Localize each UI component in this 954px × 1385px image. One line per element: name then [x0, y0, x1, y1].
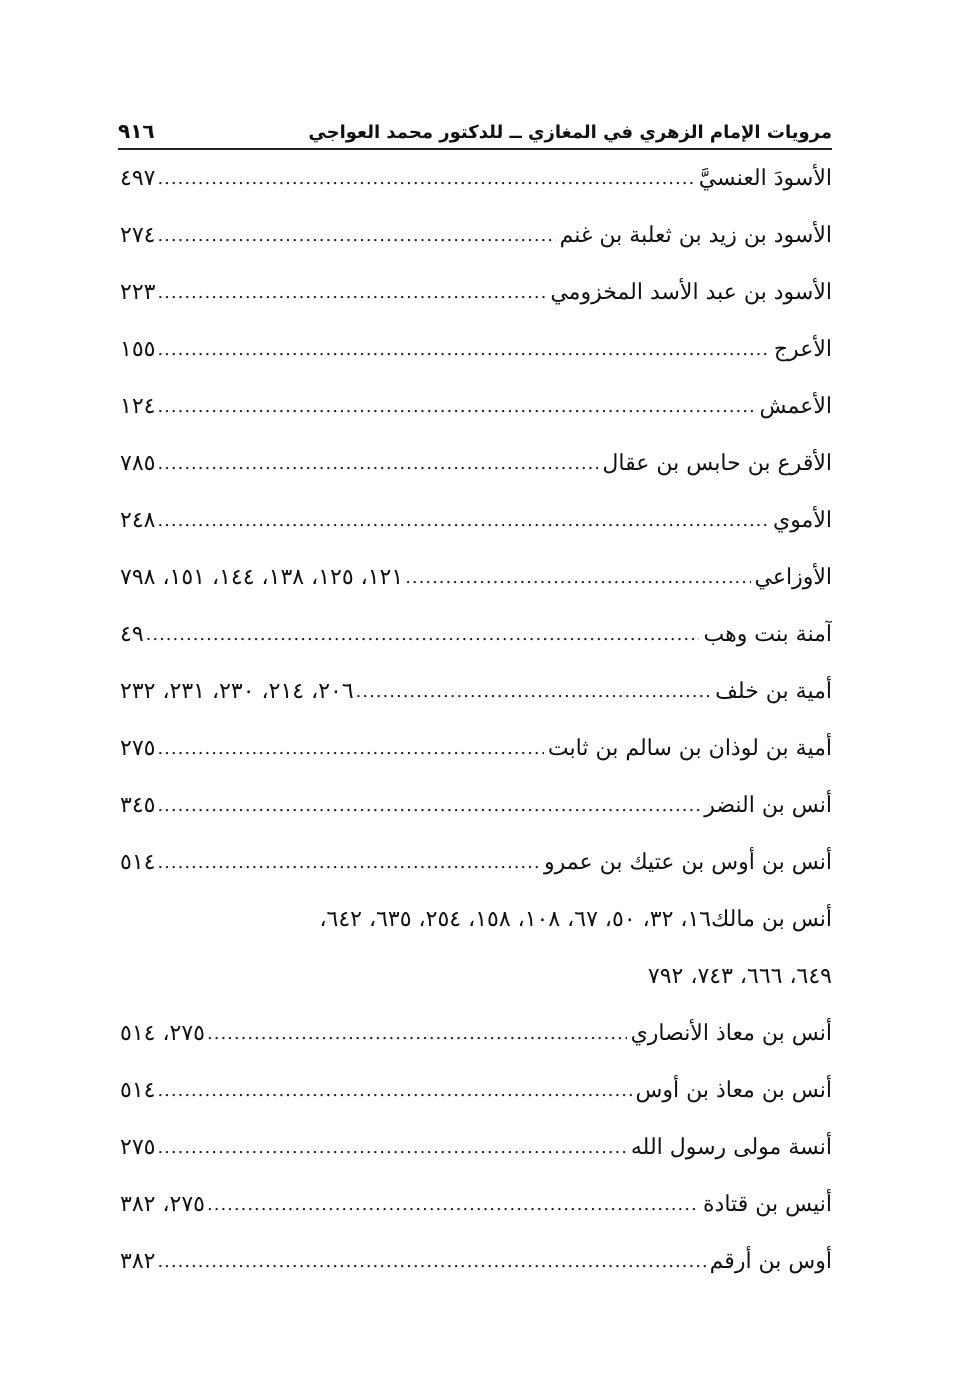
index-entry: [120, 1119, 832, 1176]
entry-name: أنس بن أوس بن عتيك بن عمرو: [544, 850, 832, 875]
index-entry: [120, 834, 832, 891]
index-entry: [120, 549, 832, 606]
index-entry: [120, 1233, 832, 1290]
entry-pages: ٢٧٥: [120, 1135, 156, 1160]
running-header: [118, 112, 832, 150]
entry-name: أوس بن أرقم: [709, 1249, 832, 1274]
dot-leader: [157, 339, 769, 360]
entry-pages: ٥١٤: [120, 1078, 156, 1103]
dot-leader: [157, 168, 694, 189]
index-entry: [120, 606, 832, 663]
index-entry: [120, 1062, 832, 1119]
dot-leader: [157, 396, 755, 417]
entry-name: أنيس بن قتادة: [703, 1192, 832, 1217]
entry-pages: ٣٤٥: [120, 793, 156, 818]
entry-name: الأعرج: [773, 337, 832, 362]
dot-leader: [157, 1137, 626, 1158]
page-number: ٩١٦: [118, 119, 155, 143]
index-entry: [120, 264, 832, 321]
entry-name: الأسودَ العنسيَّ: [698, 166, 832, 191]
entry-name: أنس بن معاذ بن أوس: [635, 1078, 832, 1103]
dot-leader: [157, 510, 769, 531]
index-entry-continuation: [120, 948, 832, 1005]
index-entry: [120, 663, 832, 720]
entry-pages: ٤٩٧: [120, 166, 156, 191]
entry-name: ٦٤٩، ٦٦٦، ٧٤٣، ٧٩٢: [647, 964, 832, 989]
entry-pages: ٤٩: [120, 622, 144, 647]
dot-leader: [405, 567, 750, 588]
header-title: مرويات الإمام الزهري في المغازي ــ للدكتور محمد العواجي: [308, 122, 832, 143]
dot-leader: [207, 1194, 699, 1215]
index-entry: [120, 321, 832, 378]
dot-leader: [157, 795, 700, 816]
entry-pages: ٢٤٨: [120, 508, 156, 533]
entry-name: الأعمش: [759, 394, 832, 419]
dot-leader: [157, 282, 546, 303]
entry-pages: ١٥٥: [120, 337, 156, 362]
entry-name: أمية بن لوذان بن سالم بن ثابت: [547, 736, 832, 761]
entry-name: الأموي: [772, 508, 832, 533]
index-entry: [120, 378, 832, 435]
index-entry: [120, 435, 832, 492]
entry-pages: ٢٧٤: [120, 223, 156, 248]
dot-leader: [157, 453, 598, 474]
entry-name: الأسود بن زيد بن ثعلبة بن غنم: [559, 223, 832, 248]
index-entry: [120, 150, 832, 207]
entry-name: أمية بن خلف: [715, 679, 832, 704]
index-entry: [120, 891, 832, 948]
dot-leader: [146, 624, 700, 645]
entry-pages: ٢٠٦، ٢١٤، ٢٣٠، ٢٣١، ٢٣٢: [120, 679, 354, 704]
dot-leader: [157, 225, 555, 246]
index-entry: [120, 492, 832, 549]
dot-leader: [157, 738, 543, 759]
index-entry: [120, 720, 832, 777]
entry-name: أنس بن النضر: [704, 793, 832, 818]
entry-name: أنسة مولى رسول الله: [630, 1135, 832, 1160]
index-entry: [120, 1005, 832, 1062]
entry-pages: ٢٢٣: [120, 280, 156, 305]
entry-name: أنس بن مالك١٦، ٣٢، ٥٠، ٦٧، ١٠٨، ١٥٨، ٢٥٤، ٦٣٥، ٦٤٢،: [319, 907, 832, 932]
index-entry: [120, 207, 832, 264]
dot-leader: [157, 852, 540, 873]
entry-pages: ٥١٤: [120, 850, 156, 875]
index-list: [120, 150, 832, 1290]
dot-leader: [356, 681, 712, 702]
dot-leader: [157, 1080, 631, 1101]
entry-name: الأقرع بن حابس بن عقال: [602, 451, 832, 476]
entry-pages: ١٢١، ١٢٥، ١٣٨، ١٤٤، ١٥١، ٧٩٨: [120, 565, 404, 590]
entry-pages: ٢٧٥، ٥١٤: [120, 1021, 205, 1046]
entry-name: أنس بن معاذ الأنصاري: [630, 1021, 832, 1046]
entry-name: الأسود بن عبد الأسد المخزومي: [550, 280, 832, 305]
dot-leader: [207, 1023, 627, 1044]
entry-name: آمنة بنت وهب: [703, 622, 832, 647]
entry-pages: ١٢٤: [120, 394, 156, 419]
dot-leader: [157, 1251, 705, 1272]
entry-name: الأوزاعي: [754, 565, 832, 590]
entry-pages: ٢٧٥: [120, 736, 156, 761]
index-entry: [120, 1176, 832, 1233]
entry-pages: ٢٧٥، ٣٨٢: [120, 1192, 205, 1217]
entry-pages: ٣٨٢: [120, 1249, 156, 1274]
index-entry: [120, 777, 832, 834]
entry-pages: ٧٨٥: [120, 451, 156, 476]
